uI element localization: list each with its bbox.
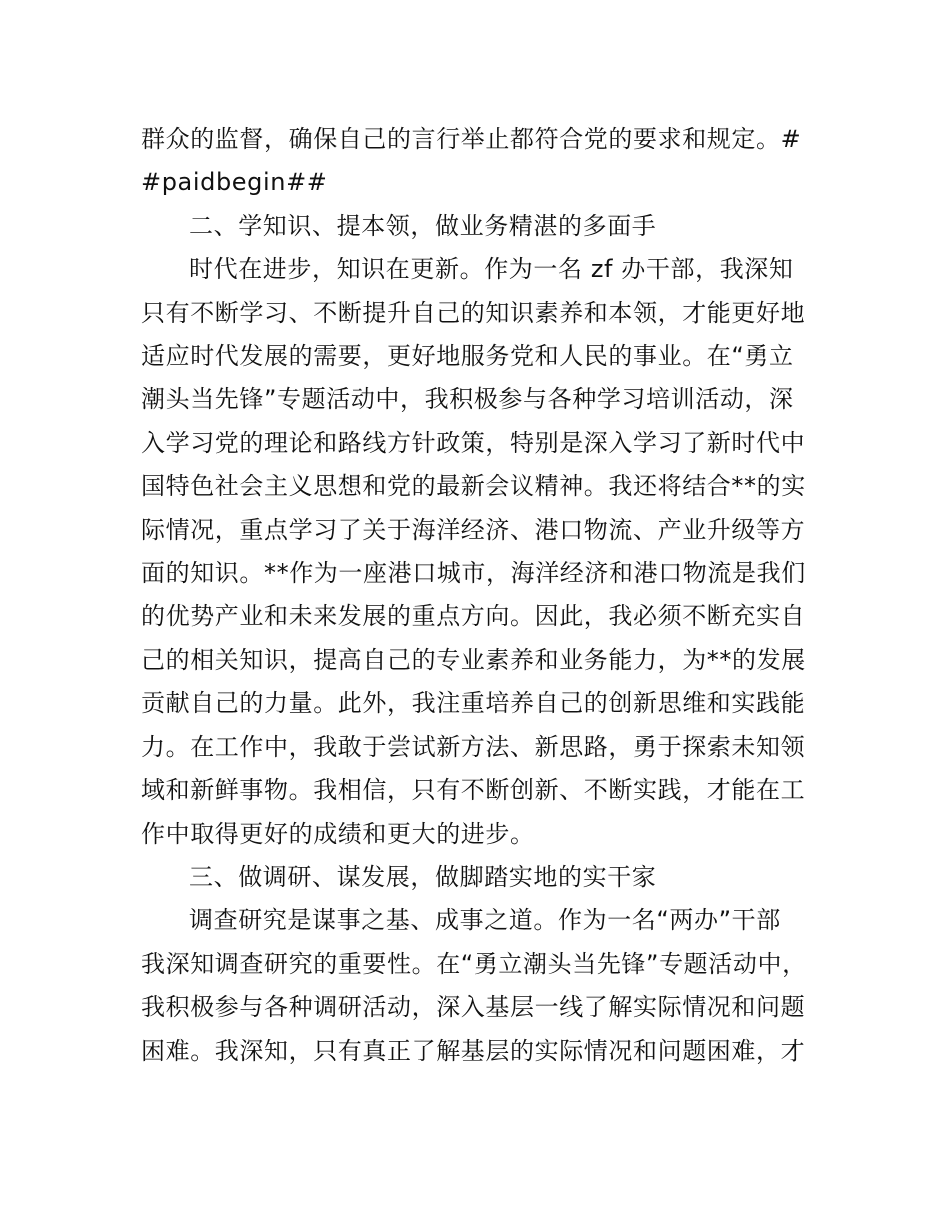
text-line-10: 际情况，重点学习了关于海洋经济、港口物流、产业升级等方 [141, 515, 806, 544]
text-line-7: 潮头当先锋”专题活动中，我积极参与各种学习培训活动，深 [141, 385, 794, 414]
text-line-13: 己的相关知识，提高自己的专业素养和业务能力，为**的发展 [141, 645, 806, 674]
text-line-15: 力。在工作中，我敢于尝试新方法、新思路，勇于探索未知领 [141, 732, 806, 761]
text-line-5: 只有不断学习、不断提升自己的知识素养和本领，才能更好地 [141, 298, 806, 327]
text-line-11: 面的知识。**作为一座港口城市，海洋经济和港口物流是我们 [141, 559, 806, 588]
text-line-20: 我深知调查研究的重要性。在“勇立潮头当先锋”专题活动中， [141, 949, 807, 978]
text-line-4: 时代在进步，知识在更新。作为一名 zf 办干部，我深知 [189, 255, 794, 284]
text-line-22: 困难。我深知，只有真正了解基层的实际情况和问题困难，才 [141, 1036, 806, 1065]
text-line-1: 群众的监督，确保自己的言行举止都符合党的要求和规定。# [141, 125, 802, 153]
text-line-19: 调查研究是谋事之基、成事之道。作为一名“两办”干部 [189, 906, 781, 935]
text-line-16: 域和新鲜事物。我相信，只有不断创新、不断实践，才能在工 [141, 776, 806, 805]
text-line-14: 贡献自己的力量。此外，我注重培养自己的创新思维和实践能 [141, 689, 806, 718]
text-line-17: 作中取得更好的成绩和更大的进步。 [141, 819, 535, 848]
section-heading-3: 三、做调研、谋发展，做脚踏实地的实干家 [189, 862, 657, 891]
text-line-12: 的优势产业和未来发展的重点方向。因此，我必须不断充实自 [141, 602, 806, 631]
text-line-9: 国特色社会主义思想和党的最新会议精神。我还将结合**的实 [141, 472, 806, 501]
document-page [141, 118, 841, 1073]
text-line-6: 适应时代发展的需要，更好地服务党和人民的事业。在“勇立 [141, 342, 794, 371]
text-line-21: 我积极参与各种调研活动，深入基层一线了解实际情况和问题 [141, 993, 806, 1022]
text-line-2: #paidbegin## [141, 168, 328, 197]
text-line-8: 入学习党的理论和路线方针政策，特别是深入学习了新时代中 [141, 428, 806, 457]
section-heading-2: 二、学知识、提本领，做业务精湛的多面手 [189, 211, 657, 240]
